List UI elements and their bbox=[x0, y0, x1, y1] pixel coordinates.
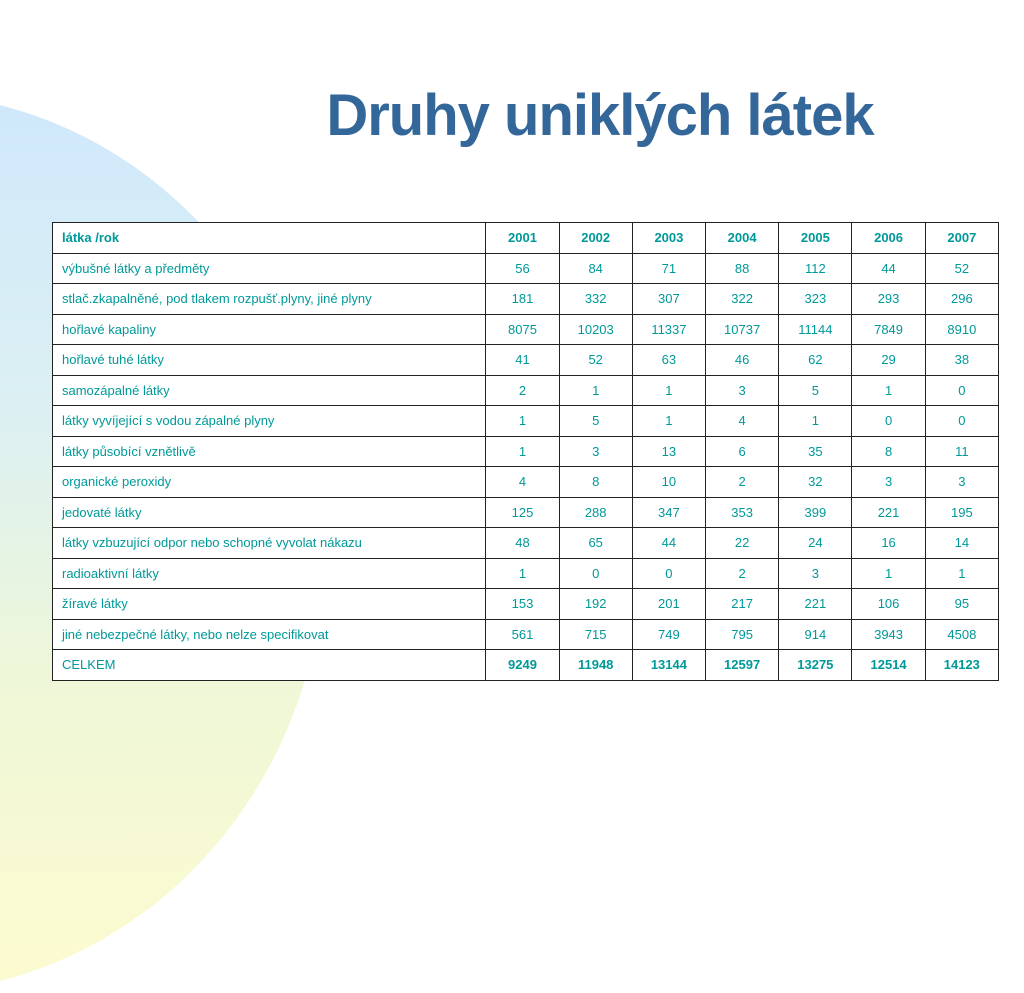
row-value-cell: 52 bbox=[925, 253, 998, 284]
total-value-cell: 14123 bbox=[925, 650, 998, 681]
row-value-cell: 0 bbox=[632, 558, 705, 589]
row-value-cell: 10737 bbox=[706, 314, 779, 345]
row-value-cell: 399 bbox=[779, 497, 852, 528]
row-value-cell: 5 bbox=[779, 375, 852, 406]
table-row bbox=[53, 619, 999, 650]
row-value-cell: 1 bbox=[632, 406, 705, 437]
header-year-cell: 2002 bbox=[559, 223, 632, 254]
total-value-cell: 12597 bbox=[706, 650, 779, 681]
row-value-cell: 296 bbox=[925, 284, 998, 315]
row-label-cell: látky vzbuzující odpor nebo schopné vyvolat nákazu bbox=[53, 528, 486, 559]
row-value-cell: 3 bbox=[852, 467, 925, 498]
row-value-cell: 293 bbox=[852, 284, 925, 315]
header-label-cell: látka /rok bbox=[53, 223, 486, 254]
row-value-cell: 24 bbox=[779, 528, 852, 559]
total-value-cell: 11948 bbox=[559, 650, 632, 681]
row-value-cell: 52 bbox=[559, 345, 632, 376]
row-value-cell: 1 bbox=[486, 558, 559, 589]
row-value-cell: 11 bbox=[925, 436, 998, 467]
row-value-cell: 106 bbox=[852, 589, 925, 620]
row-value-cell: 38 bbox=[925, 345, 998, 376]
slide-title: Druhy uniklých látek bbox=[326, 83, 874, 148]
row-value-cell: 71 bbox=[632, 253, 705, 284]
row-value-cell: 3 bbox=[706, 375, 779, 406]
row-value-cell: 323 bbox=[779, 284, 852, 315]
row-value-cell: 217 bbox=[706, 589, 779, 620]
row-value-cell: 44 bbox=[852, 253, 925, 284]
row-value-cell: 88 bbox=[706, 253, 779, 284]
total-value-cell: 9249 bbox=[486, 650, 559, 681]
row-value-cell: 11144 bbox=[779, 314, 852, 345]
row-value-cell: 35 bbox=[779, 436, 852, 467]
row-value-cell: 0 bbox=[925, 406, 998, 437]
row-value-cell: 125 bbox=[486, 497, 559, 528]
table-row bbox=[53, 253, 999, 284]
table-header-row bbox=[53, 223, 999, 254]
row-label-cell: hořlavé tuhé látky bbox=[53, 345, 486, 376]
row-value-cell: 0 bbox=[852, 406, 925, 437]
total-value-cell: 12514 bbox=[852, 650, 925, 681]
row-value-cell: 65 bbox=[559, 528, 632, 559]
row-value-cell: 16 bbox=[852, 528, 925, 559]
row-value-cell: 8075 bbox=[486, 314, 559, 345]
row-value-cell: 1 bbox=[559, 375, 632, 406]
row-value-cell: 4 bbox=[486, 467, 559, 498]
row-value-cell: 10203 bbox=[559, 314, 632, 345]
row-value-cell: 63 bbox=[632, 345, 705, 376]
row-label-cell: hořlavé kapaliny bbox=[53, 314, 486, 345]
data-table bbox=[52, 222, 999, 681]
row-value-cell: 14 bbox=[925, 528, 998, 559]
row-value-cell: 332 bbox=[559, 284, 632, 315]
row-value-cell: 3 bbox=[559, 436, 632, 467]
row-value-cell: 181 bbox=[486, 284, 559, 315]
row-label-cell: jiné nebezpečné látky, nebo nelze specifikovat bbox=[53, 619, 486, 650]
row-value-cell: 48 bbox=[486, 528, 559, 559]
row-value-cell: 8 bbox=[852, 436, 925, 467]
header-year-cell: 2005 bbox=[779, 223, 852, 254]
row-label-cell: žíravé látky bbox=[53, 589, 486, 620]
row-label-cell: stlač.zkapalněné, pod tlakem rozpušť.plyny, jiné plyny bbox=[53, 284, 486, 315]
row-value-cell: 41 bbox=[486, 345, 559, 376]
row-label-cell: výbušné látky a předměty bbox=[53, 253, 486, 284]
row-value-cell: 46 bbox=[706, 345, 779, 376]
row-value-cell: 8 bbox=[559, 467, 632, 498]
row-value-cell: 914 bbox=[779, 619, 852, 650]
table-row bbox=[53, 497, 999, 528]
row-value-cell: 7849 bbox=[852, 314, 925, 345]
row-value-cell: 353 bbox=[706, 497, 779, 528]
row-value-cell: 56 bbox=[486, 253, 559, 284]
row-value-cell: 13 bbox=[632, 436, 705, 467]
row-value-cell: 3 bbox=[925, 467, 998, 498]
row-value-cell: 5 bbox=[559, 406, 632, 437]
row-value-cell: 11337 bbox=[632, 314, 705, 345]
row-label-cell: radioaktivní látky bbox=[53, 558, 486, 589]
header-year-cell: 2003 bbox=[632, 223, 705, 254]
table-row bbox=[53, 406, 999, 437]
header-year-cell: 2006 bbox=[852, 223, 925, 254]
row-value-cell: 84 bbox=[559, 253, 632, 284]
data-table-container bbox=[52, 222, 999, 681]
table-row bbox=[53, 345, 999, 376]
table-row bbox=[53, 314, 999, 345]
row-value-cell: 1 bbox=[779, 406, 852, 437]
row-label-cell: organické peroxidy bbox=[53, 467, 486, 498]
header-year-cell: 2004 bbox=[706, 223, 779, 254]
row-value-cell: 4508 bbox=[925, 619, 998, 650]
header-year-cell: 2007 bbox=[925, 223, 998, 254]
row-value-cell: 192 bbox=[559, 589, 632, 620]
table-total-row bbox=[53, 650, 999, 681]
row-value-cell: 0 bbox=[559, 558, 632, 589]
table-row bbox=[53, 528, 999, 559]
table-row bbox=[53, 589, 999, 620]
row-value-cell: 3 bbox=[779, 558, 852, 589]
row-value-cell: 1 bbox=[852, 375, 925, 406]
row-value-cell: 22 bbox=[706, 528, 779, 559]
total-value-cell: 13144 bbox=[632, 650, 705, 681]
row-value-cell: 201 bbox=[632, 589, 705, 620]
row-value-cell: 347 bbox=[632, 497, 705, 528]
row-value-cell: 29 bbox=[852, 345, 925, 376]
row-value-cell: 715 bbox=[559, 619, 632, 650]
row-value-cell: 561 bbox=[486, 619, 559, 650]
row-value-cell: 195 bbox=[925, 497, 998, 528]
row-value-cell: 2 bbox=[706, 467, 779, 498]
row-value-cell: 1 bbox=[486, 406, 559, 437]
row-value-cell: 10 bbox=[632, 467, 705, 498]
table-row bbox=[53, 284, 999, 315]
row-value-cell: 288 bbox=[559, 497, 632, 528]
row-value-cell: 221 bbox=[779, 589, 852, 620]
row-value-cell: 2 bbox=[706, 558, 779, 589]
table-row bbox=[53, 467, 999, 498]
row-value-cell: 112 bbox=[779, 253, 852, 284]
total-value-cell: 13275 bbox=[779, 650, 852, 681]
row-value-cell: 221 bbox=[852, 497, 925, 528]
row-value-cell: 153 bbox=[486, 589, 559, 620]
row-value-cell: 4 bbox=[706, 406, 779, 437]
table-row bbox=[53, 375, 999, 406]
row-value-cell: 749 bbox=[632, 619, 705, 650]
table-row bbox=[53, 436, 999, 467]
row-value-cell: 62 bbox=[779, 345, 852, 376]
row-label-cell: samozápalné látky bbox=[53, 375, 486, 406]
row-value-cell: 1 bbox=[632, 375, 705, 406]
total-label-cell: CELKEM bbox=[53, 650, 486, 681]
header-year-cell: 2001 bbox=[486, 223, 559, 254]
row-value-cell: 8910 bbox=[925, 314, 998, 345]
row-label-cell: jedovaté látky bbox=[53, 497, 486, 528]
row-value-cell: 322 bbox=[706, 284, 779, 315]
row-value-cell: 95 bbox=[925, 589, 998, 620]
row-value-cell: 795 bbox=[706, 619, 779, 650]
row-value-cell: 307 bbox=[632, 284, 705, 315]
row-value-cell: 44 bbox=[632, 528, 705, 559]
row-value-cell: 6 bbox=[706, 436, 779, 467]
row-value-cell: 1 bbox=[925, 558, 998, 589]
row-label-cell: látky vyvíjející s vodou zápalné plyny bbox=[53, 406, 486, 437]
row-value-cell: 3943 bbox=[852, 619, 925, 650]
row-value-cell: 32 bbox=[779, 467, 852, 498]
row-value-cell: 0 bbox=[925, 375, 998, 406]
table-row bbox=[53, 558, 999, 589]
row-value-cell: 1 bbox=[852, 558, 925, 589]
row-label-cell: látky působící vznětlivě bbox=[53, 436, 486, 467]
row-value-cell: 2 bbox=[486, 375, 559, 406]
row-value-cell: 1 bbox=[486, 436, 559, 467]
